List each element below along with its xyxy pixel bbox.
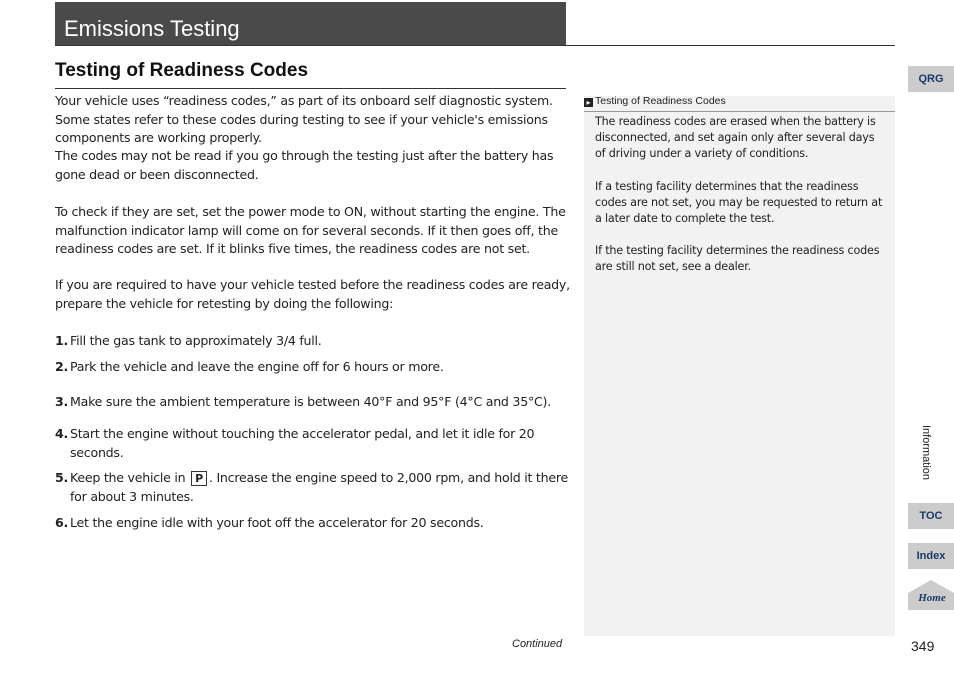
sidebar-paragraph-2: If a testing facility determines that the readiness codes are not set, you may be requested to return at a later date to complete the test. [595, 180, 883, 225]
paragraph-check: To check if they are set, set the power mode to ON, without starting the engine. The malfunction indicator lamp will come on for several seconds. If it then goes off, the readiness codes are set. If it blinks five times, the readiness codes are not set. [55, 204, 566, 256]
step-text: Start the engine without touching the accelerator pedal, and let it idle for 20 seconds. [70, 426, 535, 460]
continued-label: Continued [512, 638, 563, 650]
step-number: 5. [55, 470, 69, 485]
sidebar-rule [584, 111, 895, 112]
park-gear-icon: P [191, 471, 207, 486]
home-label: Home [918, 592, 946, 604]
step-text: Park the vehicle and leave the engine off for 6 hours or more. [70, 359, 444, 374]
page-number: 349 [911, 638, 935, 654]
step-text-after: . Increase the engine speed to 2,000 rpm, and hold it there for about 3 minutes. [70, 470, 568, 504]
paragraph-intro: Your vehicle uses “readiness codes,” as part of its onboard self diagnostic system. Some states refer to these codes during testing to see if your vehicle's emissions components are working properly. [55, 93, 553, 145]
step-number: 2. [55, 359, 69, 374]
sidebar-paragraph-1: The readiness codes are erased when the battery is disconnected, and set again only after several days of driving under a variety of conditions. [595, 115, 876, 160]
step-number: 6. [55, 515, 69, 530]
step-1 [55, 332, 570, 351]
home-icon [908, 580, 954, 610]
section-title: Emissions Testing [64, 16, 240, 41]
toc-button[interactable]: TOC [908, 503, 954, 529]
step-text-before: Keep the vehicle in [70, 470, 190, 485]
step-4 [55, 425, 570, 462]
sidebar-paragraph-3: If the testing facility determines the readiness codes are still not set, see a dealer. [595, 244, 880, 273]
step-text: Let the engine idle with your foot off the accelerator for 20 seconds. [70, 515, 484, 530]
subheading: Testing of Readiness Codes [55, 60, 309, 81]
section-banner [55, 2, 566, 46]
sidebar-title [584, 95, 726, 107]
step-number: 4. [55, 426, 69, 441]
home-button[interactable] [908, 580, 954, 610]
step-5 [55, 469, 570, 506]
step-text [55, 469, 570, 506]
paragraph-battery: The codes may not be read if you go through the testing just after the battery has gone dead or been disconnected. [55, 148, 554, 182]
qrg-button[interactable]: QRG [908, 66, 954, 92]
step-2 [55, 358, 570, 377]
step-text: Make sure the ambient temperature is between 40°F and 95°F (4°C and 35°C). [70, 394, 551, 409]
sidebar-panel [584, 96, 895, 636]
section-tab-label: Information [920, 425, 932, 481]
section-tab [920, 425, 940, 505]
step-text: Fill the gas tank to approximately 3/4 full. [70, 333, 322, 348]
step-number: 3. [55, 394, 69, 409]
index-button[interactable]: Index [908, 543, 954, 569]
subheading-rule [55, 88, 566, 89]
paragraph-retest: If you are required to have your vehicle tested before the readiness codes are ready, prepare the vehicle for retesting by doing the following: [55, 277, 570, 311]
chevron-right-icon: ▸ [584, 98, 593, 107]
sidebar-title-text: Testing of Readiness Codes [595, 95, 726, 107]
banner-rule [55, 45, 895, 46]
step-number: 1. [55, 333, 69, 348]
step-3 [55, 393, 570, 412]
step-6 [55, 514, 570, 533]
